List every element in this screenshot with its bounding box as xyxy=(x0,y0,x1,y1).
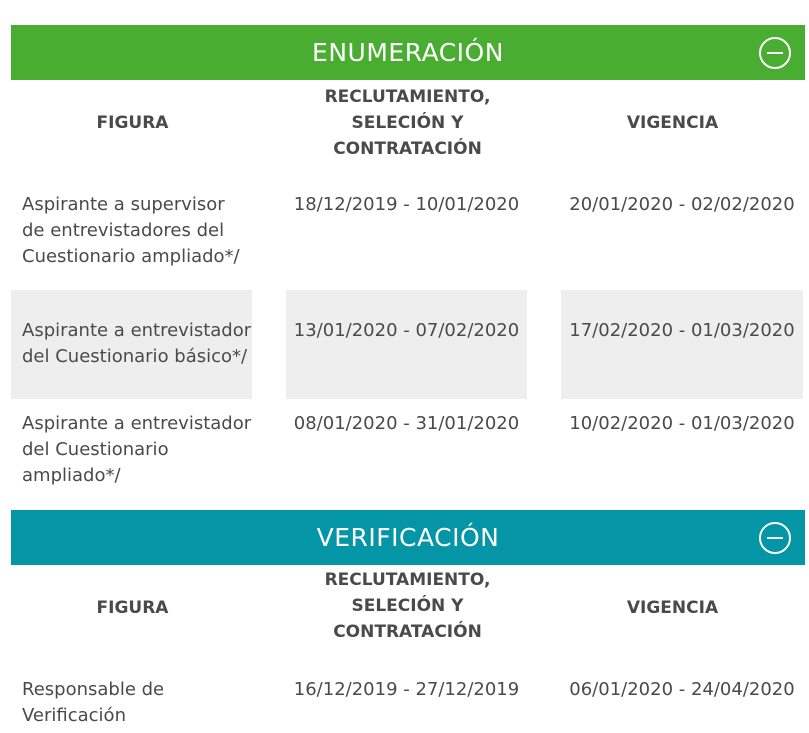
column-header-vigencia: VIGENCIA xyxy=(626,598,719,618)
column-header-figura: FIGURA xyxy=(96,113,169,133)
table-cell-figura: Aspirante a entrevistador del Cuestionario básico*/ xyxy=(11,290,252,399)
table-cell-figura: Aspirante a supervisor de entrevistadores del Cuestionario ampliado*/ xyxy=(22,194,240,267)
minus-circle-icon[interactable] xyxy=(759,522,791,554)
table-cell-figura: Aspirante a entrevistador del Cuestionario ampliado*/ xyxy=(22,413,252,486)
table-cell-vigencia: 10/02/2020 - 01/03/2020 xyxy=(569,413,795,434)
section-title: ENUMERACIÓN xyxy=(312,38,504,67)
minus-circle-icon[interactable] xyxy=(759,37,791,69)
table-cell-reclutamiento: 18/12/2019 - 10/01/2020 xyxy=(293,194,520,215)
table-cell-reclutamiento: 13/01/2020 - 07/02/2020 xyxy=(286,290,527,399)
table-cell-vigencia: 20/01/2020 - 02/02/2020 xyxy=(569,194,795,215)
table-cell-reclutamiento: 16/12/2019 - 27/12/2019 xyxy=(293,679,520,700)
table-cell-figura: Responsable de Verificación xyxy=(22,679,165,726)
column-header-figura: FIGURA xyxy=(96,598,169,618)
section-header-verificacion[interactable] xyxy=(11,510,805,565)
column-header-reclutamiento: RECLUTAMIENTO, SELECIÓN Y CONTRATACIÓN xyxy=(324,87,491,159)
table-cell-vigencia: 06/01/2020 - 24/04/2020 xyxy=(569,679,795,700)
column-header-reclutamiento: RECLUTAMIENTO, SELECIÓN Y CONTRATACIÓN xyxy=(324,570,491,642)
section-header-enumeracion[interactable] xyxy=(11,25,805,80)
table-cell-vigencia: 17/02/2020 - 01/03/2020 xyxy=(561,290,803,399)
table-cell-reclutamiento: 08/01/2020 - 31/01/2020 xyxy=(293,413,520,434)
column-header-vigencia: VIGENCIA xyxy=(626,113,719,133)
section-title: VERIFICACIÓN xyxy=(316,523,500,552)
